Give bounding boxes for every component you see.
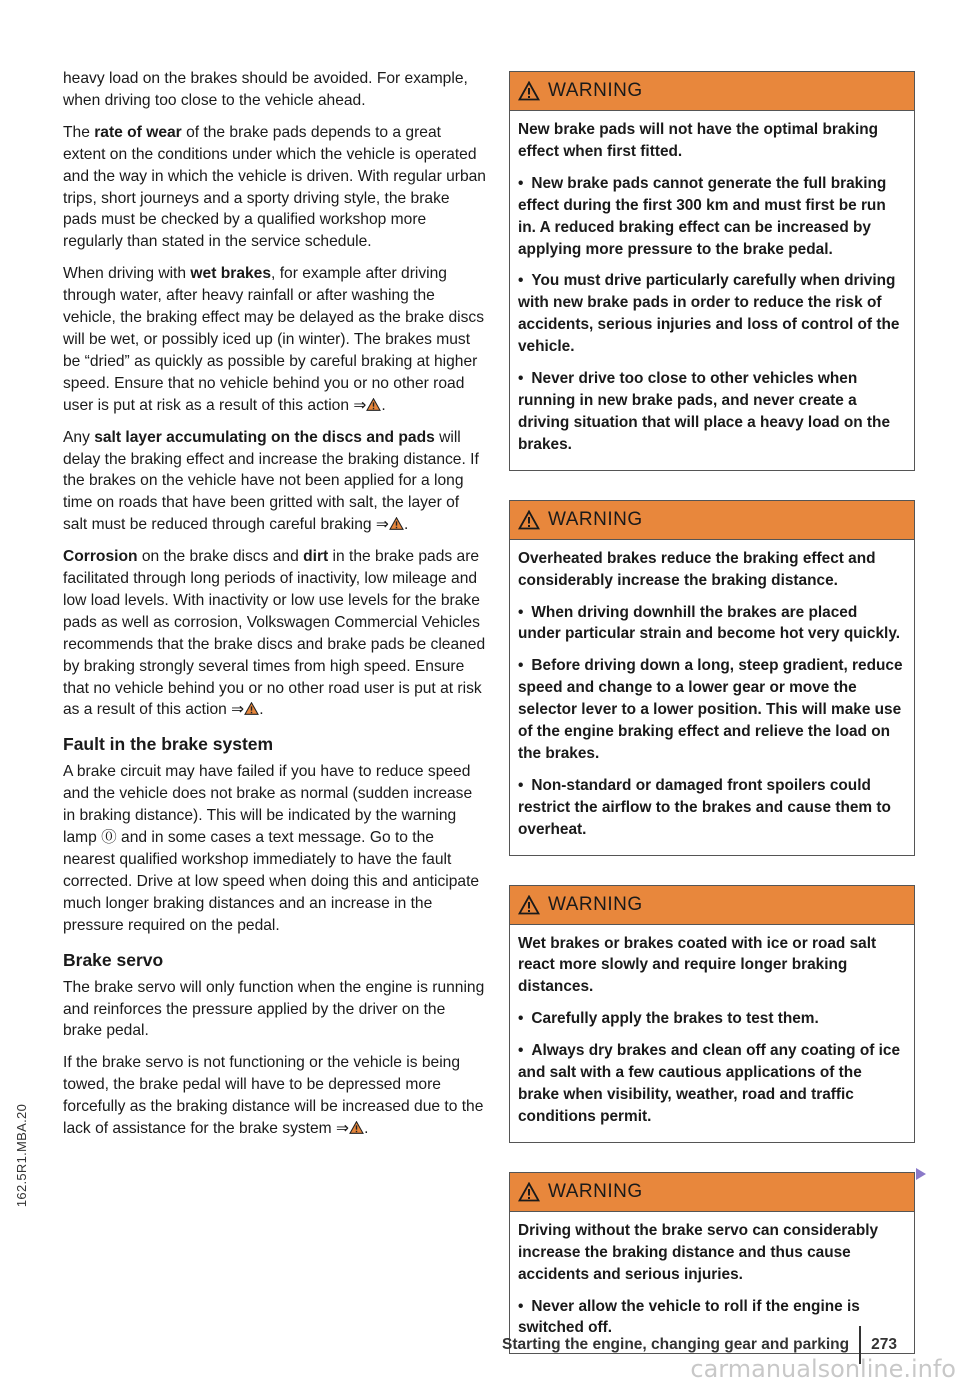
warning-triangle-icon — [518, 510, 548, 530]
warning-triangle-icon — [366, 398, 381, 411]
warning-bullet: • New brake pads cannot generate the full braking effect during the first 300 km and must first be run in. A reduced braking effect can be increased by applying more pressure to the brake pedal. — [518, 173, 904, 261]
text: , for example after driving through water, after heavy rainfall or after washing the vehicle, the braking effect may be delayed as the brake discs will be wet, or possibly iced up (in winter). The brakes must be “dried” as quickly as possible by careful braking at higher speed. Ensure that no vehicle behind you or no other road user is put at risk as a result of this action ⇒ — [63, 265, 484, 414]
warning-bullet: • You must drive particularly carefully when driving with new brake pads in order to reduce the risk of accidents, serious injuries and loss of control of the vehicle. — [518, 270, 904, 358]
warning-title: WARNING — [548, 508, 643, 530]
bold-term: salt layer accumulating on the discs and pads — [94, 428, 435, 446]
warning-bullet: • Carefully apply the brakes to test them. — [518, 1008, 904, 1030]
warning-box — [509, 71, 915, 471]
document-code-text: 162.5R1.MBA.20 — [14, 1103, 30, 1207]
warnings-column — [509, 71, 915, 1383]
warning-header — [510, 72, 914, 111]
warning-bullet: • When driving downhill the brakes are placed under particular strain and become hot very quickly. — [518, 602, 904, 646]
warning-triangle-icon — [518, 1182, 548, 1202]
warning-body — [510, 111, 914, 470]
bold-term: dirt — [303, 548, 329, 566]
watermark: carmanualsonline.info — [690, 1355, 956, 1383]
paragraph-salt-layer: Any salt layer accumulating on the discs and pads will delay the braking effect and increase the braking distance. If the brakes on the vehicle have not been applied for a long time on roads that have been gritted with salt, the layer of salt must be reduced through careful braking ⇒ . — [63, 428, 479, 534]
paragraph-wet-brakes: When driving with wet brakes, for example after driving through water, after heavy rainfall or after washing the vehicle, the braking effect may be delayed as the brake discs will be wet, or possibly iced up (in winter). The brakes must be “dried” as quickly as possible by careful braking at higher speed. Ensure that no vehicle behind you or no other road user is put at risk as a result of this action ⇒ . — [63, 265, 484, 414]
text: on the brake discs and — [137, 548, 304, 566]
text: of the brake pads depends to a great extent on the conditions under which the vehicle is operated and the way in which the vehicle is driven. With regular urban trips, short journeys and a sporty driving style, the brake pads must be checked by a qualified workshop more regularly than stated in the service schedule. — [63, 123, 486, 251]
text: The — [63, 123, 95, 141]
bold-term: wet brakes — [190, 265, 272, 283]
warning-bullet: • Before driving down a long, steep gradient, reduce speed and change to a lower gear or move the selector lever to a lower position. This will make use of the engine braking effect and relieve the load on the brakes. — [518, 655, 904, 765]
paragraph-brake-circuit: A brake circuit may have failed if you have to reduce speed and the vehicle does not brake as normal (sudden increase in braking distance). This will be indicated by the warning lamp ⓪ and in some cases a text message. Go to the nearest qualified workshop immediately to have the fault corrected. Drive at low speed when doing this and anticipate much longer braking distances and an increase in the pressure required on the pedal. — [63, 763, 480, 934]
warning-title: WARNING — [548, 1180, 643, 1202]
text: If the brake servo is not functioning or the vehicle is being towed, the brake pedal will have to be depressed more forcefully as the braking distance will be increased due to the lack of assistance for the brake system ⇒ — [63, 1054, 484, 1138]
text: will delay the braking effect and increase the braking distance. If the brakes on the vehicle have not been applied for a long time on roads that have been gritted with salt, the layer of salt must be reduced through careful braking ⇒ — [63, 428, 479, 534]
warning-intro: Driving without the brake servo can considerably increase the braking distance and thus cause accidents and serious injuries. — [518, 1221, 879, 1283]
left-column — [63, 68, 487, 1150]
footer-section-title: Starting the engine, changing gear and parking — [502, 1336, 850, 1353]
warning-bullet: • Never drive too close to other vehicles when running in new brake pads, and never create a driving situation that will place a heavy load on the brakes. — [518, 368, 904, 456]
warning-triangle-icon — [349, 1121, 364, 1134]
warning-title: WARNING — [548, 80, 643, 101]
text: in the brake pads are facilitated through long periods of inactivity, low mileage and low load levels. With inactivity or low use levels for the brake pads as well as corrosion, Volkswagen Commercial Vehicles recommends that the brake discs and brake pads be cleaned by braking strongly several times from high speed. Ensure that no vehicle behind you or no other road user is put at risk as a result of this action ⇒ — [63, 548, 486, 719]
warning-intro: Overheated brakes reduce the braking effect and considerably increase the braking distance. — [518, 549, 876, 589]
warning-body — [510, 925, 914, 1142]
warning-bullet: • Non-standard or damaged front spoilers could restrict the airflow to the brakes and cause them to overheat. — [518, 775, 904, 841]
paragraph-corrosion: Corrosion on the brake discs and dirt in the brake pads are facilitated through long periods of inactivity, low mileage and low load levels. With inactivity or low use levels for the brake pads as well as corrosion, Volkswagen Commercial Vehicles recommends that the brake discs and brake pads be cleaned by braking strongly several times from high speed. Ensure that no vehicle behind you or no other road user is put at risk as a result of this action ⇒ . — [63, 548, 486, 719]
paragraph-servo-failure: If the brake servo is not functioning or the vehicle is being towed, the brake pedal will have to be depressed more forcefully as the braking distance will be increased due to the lack of assistance for the brake system ⇒ . — [63, 1054, 484, 1138]
bold-term: rate of wear — [94, 123, 182, 141]
heading-brake-servo: Brake servo — [63, 949, 164, 970]
warning-box — [509, 500, 915, 856]
warning-triangle-icon — [389, 517, 404, 530]
warning-bullet: • Never allow the vehicle to roll if the engine is switched off. — [518, 1296, 904, 1340]
page-number: 273 — [871, 1336, 897, 1353]
warning-intro: New brake pads will not have the optimal braking effect when first fitted. — [518, 121, 879, 160]
warning-bullet: • Always dry brakes and clean off any coating of ice and salt with a few cautious applications of the brake when visibility, weather, road and traffic conditions permit. — [518, 1040, 904, 1128]
paragraph-servo-function: The brake servo will only function when the engine is running and reinforces the pressure applied by the driver on the brake pedal. — [63, 978, 485, 1040]
document-code — [6, 1020, 38, 1290]
warning-header — [510, 1173, 914, 1212]
text: When driving with — [63, 265, 191, 283]
text: Any — [63, 428, 95, 446]
warning-triangle-icon — [244, 702, 259, 715]
warning-body — [510, 540, 914, 855]
warning-header — [510, 501, 914, 540]
warning-triangle-icon — [518, 895, 548, 915]
warning-box — [509, 885, 915, 1143]
heading-fault-brake-system: Fault in the brake system — [63, 734, 274, 755]
warning-header — [510, 886, 914, 925]
paragraph-heavy-load: heavy load on the brakes should be avoided. For example, when driving too close to the vehicle ahead. — [63, 70, 468, 109]
bold-term: Corrosion — [63, 548, 138, 566]
paragraph-rate-of-wear — [63, 122, 487, 253]
warning-intro: Wet brakes or brakes coated with ice or road salt react more slowly and require longer braking distances. — [518, 934, 877, 996]
warning-title: WARNING — [548, 893, 643, 915]
continue-arrow-icon — [916, 1168, 926, 1180]
warning-triangle-icon — [518, 81, 548, 101]
